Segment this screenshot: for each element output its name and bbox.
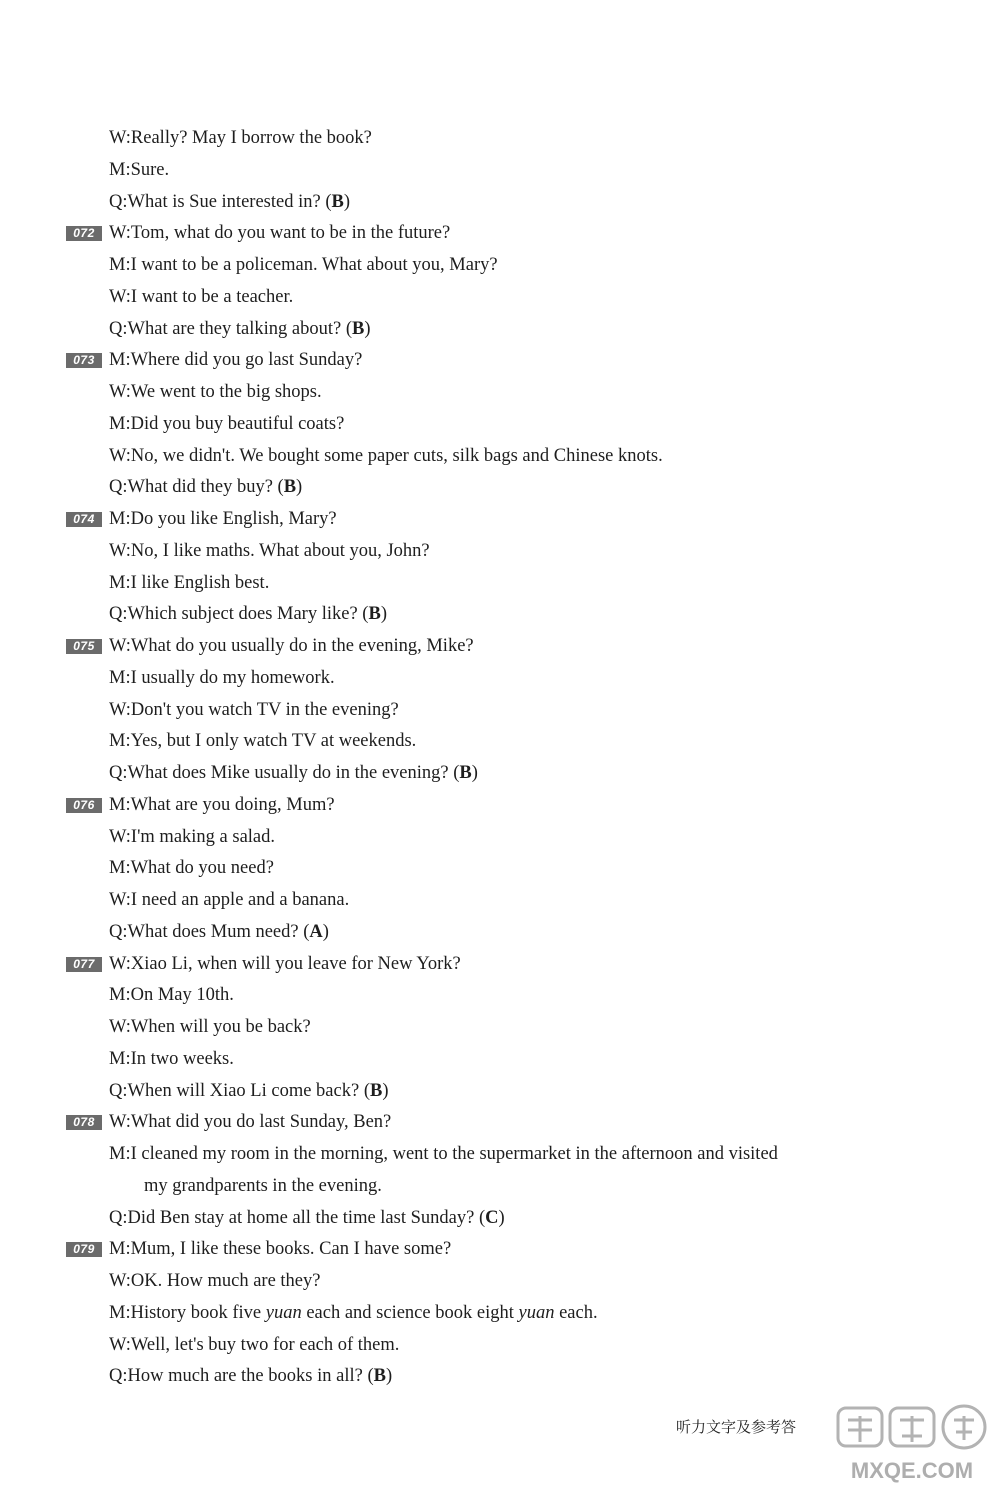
dialogue-line <box>109 219 450 247</box>
speaker-label: M <box>109 572 126 593</box>
line-text: I usually do my homework. <box>130 667 335 688</box>
speaker-label: M <box>109 350 126 371</box>
answer-key: C <box>485 1207 499 1228</box>
item-number-badge: 073 <box>66 353 102 368</box>
speaker-label: M <box>109 1302 126 1323</box>
speaker-label: Q <box>109 477 123 498</box>
line-text: What do you need? <box>130 858 274 879</box>
item-number-badge: 078 <box>66 1115 102 1130</box>
speaker-separator: : <box>125 445 131 466</box>
speaker-label: W <box>109 1334 126 1355</box>
speaker-separator: : <box>125 985 131 1006</box>
answer-key: B <box>283 477 297 498</box>
speaker-separator: : <box>122 763 128 783</box>
speaker-separator: : <box>125 890 131 910</box>
speaker-label: W <box>109 382 126 402</box>
speaker-label: M <box>109 1144 126 1164</box>
line-text: Did Ben stay at home all the time last Sunday? <box>127 1207 475 1228</box>
dialogue-line <box>109 251 498 279</box>
speaker-separator: : <box>125 1017 131 1037</box>
speaker-separator: : <box>125 858 131 879</box>
speaker-label: Q <box>109 191 123 212</box>
speaker-separator: : <box>125 953 131 974</box>
line-text: Do you like English, Mary? <box>130 509 337 529</box>
line-text: How much are the books in all? <box>127 1366 363 1387</box>
line-text: Did you buy beautiful coats? <box>130 413 345 434</box>
line-text: In two weeks. <box>130 1048 234 1069</box>
dialogue-line <box>109 410 344 438</box>
dialogue-line <box>109 1013 311 1041</box>
speaker-label: W <box>109 826 126 847</box>
speaker-label: M <box>109 731 126 752</box>
speaker-label: M <box>109 413 126 434</box>
answer-key: A <box>309 921 323 942</box>
speaker-label: W <box>109 540 126 561</box>
line-text: No, I like maths. What about you, John? <box>130 540 430 561</box>
dialogue-line <box>109 854 274 882</box>
line-text: When will Xiao Li come back? <box>127 1080 360 1101</box>
dialogue-line <box>109 346 362 374</box>
speaker-label: W <box>109 445 126 466</box>
speaker-label: Q <box>109 604 123 625</box>
line-text: What are you doing, Mum? <box>130 794 335 815</box>
speaker-separator: : <box>125 636 131 656</box>
speaker-label: W <box>109 286 126 307</box>
speaker-separator: : <box>125 128 131 148</box>
speaker-separator: : <box>125 1334 131 1355</box>
speaker-separator: : <box>125 1239 131 1260</box>
line-text: I'm making a salad. <box>130 826 276 847</box>
speaker-separator: : <box>125 413 131 434</box>
italic-term: yuan <box>265 1302 302 1323</box>
speaker-separator: : <box>125 1048 131 1069</box>
dialogue-line <box>109 632 474 660</box>
dialogue-line <box>109 1331 399 1359</box>
speaker-label: M <box>109 1048 126 1069</box>
line-text: Well, let's buy two for each of them. <box>130 1334 400 1355</box>
dialogue-line <box>109 283 293 311</box>
answer-key: B <box>368 604 381 625</box>
speaker-separator: : <box>125 667 131 688</box>
dialogue-line <box>109 378 322 406</box>
dialogue-line <box>109 569 269 597</box>
line-text: History book five <box>130 1302 266 1323</box>
speaker-separator: : <box>125 826 131 847</box>
dialogue-line <box>109 727 416 755</box>
speaker-separator: : <box>125 286 131 307</box>
line-text: I like English best. <box>130 572 270 593</box>
line-text: each. <box>554 1302 598 1323</box>
dialogue-line <box>109 505 337 533</box>
dialogue-line <box>109 696 399 724</box>
question-line: Q:What does Mum need? (A) <box>109 921 329 942</box>
question-line: Q:How much are the books in all? (B) <box>109 1366 393 1387</box>
item-number-badge: 076 <box>66 798 102 813</box>
line-text: What are they talking about? <box>127 318 342 339</box>
speaker-label: M <box>109 794 126 815</box>
question-line: Q:Did Ben stay at home all the time last Sunday? (C) <box>109 1207 505 1228</box>
line-text: I need an apple and a banana. <box>130 890 350 910</box>
answer-key: B <box>373 1366 386 1387</box>
line-text: OK. How much are they? <box>130 1271 321 1291</box>
line-text: Xiao Li, when will you leave for New York? <box>130 953 461 974</box>
speaker-separator: : <box>125 1302 131 1323</box>
line-text: I want to be a teacher. <box>130 286 294 307</box>
speaker-separator: : <box>125 159 131 180</box>
speaker-separator: : <box>125 794 131 815</box>
line-text: What did they buy? <box>127 477 273 498</box>
line-text: Where did you go last Sunday? <box>130 350 363 371</box>
line-text: Really? May I borrow the book? <box>130 128 372 148</box>
dialogue-line <box>109 442 663 470</box>
speaker-separator: : <box>122 1080 128 1101</box>
item-number-badge: 072 <box>66 226 102 241</box>
question-line: Q:What did they buy? (B) <box>109 477 303 498</box>
answer-key: B <box>370 1080 383 1101</box>
question-line: Q:What is Sue interested in? (B) <box>109 191 350 212</box>
item-number-badge: 079 <box>66 1242 102 1257</box>
line-text: No, we didn't. We bought some paper cuts, silk bags and Chinese knots. <box>130 445 663 466</box>
dialogue-line <box>109 823 275 851</box>
line-text: I want to be a policeman. What about you, Mary? <box>130 255 498 275</box>
speaker-label: W <box>109 223 126 244</box>
speaker-separator: : <box>125 223 131 244</box>
speaker-label: Q <box>109 1207 123 1228</box>
dialogue-line <box>109 1235 451 1263</box>
dialogue-line <box>109 1140 778 1168</box>
line-continuation: my grandparents in the evening. <box>144 1175 382 1196</box>
item-number-badge: 075 <box>66 639 102 654</box>
dialogue-line <box>109 664 335 692</box>
speaker-label: Q <box>109 763 123 783</box>
dialogue-line <box>109 791 335 819</box>
italic-term: yuan <box>518 1302 555 1323</box>
line-text: Don't you watch TV in the evening? <box>130 699 399 720</box>
line-text: On May 10th. <box>130 985 234 1006</box>
speaker-label: W <box>109 1017 126 1037</box>
line-text: Mum, I like these books. Can I have some? <box>130 1239 452 1260</box>
speaker-separator: : <box>122 1366 128 1387</box>
speaker-label: W <box>109 128 126 148</box>
speaker-label: M <box>109 858 126 879</box>
line-text: Which subject does Mary like? <box>127 604 358 625</box>
speaker-label: M <box>109 159 126 180</box>
watermark-logo <box>828 1402 996 1486</box>
line-text: What does Mum need? <box>127 921 299 942</box>
line-text: What is Sue interested in? <box>127 191 321 212</box>
speaker-separator: : <box>122 477 128 498</box>
speaker-separator: : <box>125 572 131 593</box>
line-text: We went to the big shops. <box>130 382 322 402</box>
speaker-label: Q <box>109 921 123 942</box>
speaker-label: W <box>109 953 126 974</box>
answer-key: B <box>459 763 472 783</box>
dialogue-line <box>109 950 461 978</box>
speaker-label: Q <box>109 1366 123 1387</box>
speaker-separator: : <box>125 699 131 720</box>
speaker-label: W <box>109 1271 126 1291</box>
speaker-separator: : <box>122 604 128 625</box>
speaker-separator: : <box>125 1271 131 1291</box>
speaker-label: Q <box>109 1080 123 1101</box>
item-number-badge: 074 <box>66 512 102 527</box>
speaker-label: M <box>109 509 126 529</box>
line-text: each and science book eight <box>301 1302 519 1323</box>
speaker-separator: : <box>125 540 131 561</box>
line-text: What does Mike usually do in the evening? <box>127 763 449 783</box>
speaker-label: W <box>109 636 126 656</box>
speaker-label: M <box>109 1239 126 1260</box>
line-text: Tom, what do you want to be in the future? <box>130 223 451 244</box>
answer-key: B <box>331 191 344 212</box>
dialogue-line <box>109 1299 598 1327</box>
speaker-separator: : <box>122 191 128 212</box>
page-footer: 听力文字及参考答 <box>676 1418 797 1436</box>
line-text: What do you usually do in the evening, Mike? <box>130 636 474 656</box>
speaker-label: M <box>109 985 126 1006</box>
speaker-separator: : <box>125 255 131 275</box>
answer-key: B <box>352 318 365 339</box>
speaker-separator: : <box>125 509 131 529</box>
dialogue-line <box>109 1267 320 1295</box>
speaker-separator: : <box>125 382 131 402</box>
dialogue-line <box>109 156 169 184</box>
dialogue-line <box>109 981 234 1009</box>
line-text: I cleaned my room in the morning, went to the supermarket in the afternoon and visited <box>130 1144 778 1164</box>
line-text: Yes, but I only watch TV at weekends. <box>130 731 417 752</box>
speaker-separator: : <box>122 318 128 339</box>
watermark-text: MXQE.COM <box>850 1458 974 1483</box>
dialogue-line <box>109 124 372 152</box>
speaker-label: Q <box>109 318 123 339</box>
question-line: Q:What does Mike usually do in the evening? (B) <box>109 763 478 783</box>
speaker-separator: : <box>122 1207 128 1228</box>
dialogue-line <box>109 886 349 914</box>
question-line: Q:What are they talking about? (B) <box>109 318 371 339</box>
speaker-separator: : <box>125 1144 131 1164</box>
dialogue-line <box>109 537 430 565</box>
speaker-label: W <box>109 890 126 910</box>
line-text: When will you be back? <box>130 1017 311 1037</box>
question-line: Q:Which subject does Mary like? (B) <box>109 604 387 625</box>
question-line: Q:When will Xiao Li come back? (B) <box>109 1080 389 1101</box>
line-text: What did you do last Sunday, Ben? <box>130 1112 392 1133</box>
speaker-separator: : <box>122 921 128 942</box>
item-number-badge: 077 <box>66 957 102 972</box>
speaker-separator: : <box>125 350 131 371</box>
speaker-separator: : <box>125 1112 131 1133</box>
line-text: Sure. <box>130 159 170 180</box>
dialogue-line <box>109 1108 391 1136</box>
speaker-label: M <box>109 667 126 688</box>
speaker-label: W <box>109 699 126 720</box>
speaker-label: W <box>109 1112 126 1133</box>
speaker-separator: : <box>125 731 131 752</box>
dialogue-line <box>109 1045 234 1073</box>
speaker-label: M <box>109 255 126 275</box>
